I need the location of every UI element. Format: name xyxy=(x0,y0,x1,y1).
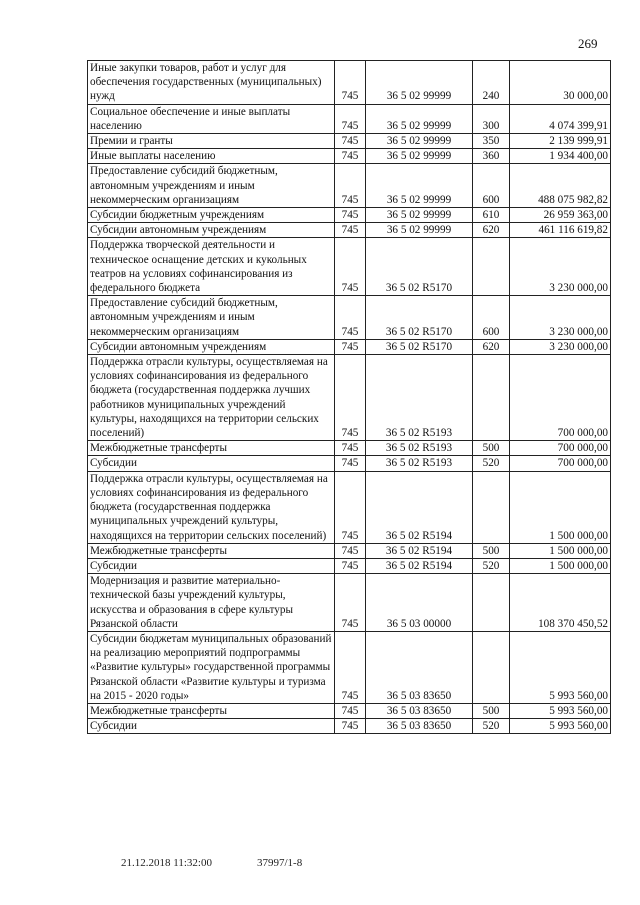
table-row xyxy=(88,543,611,558)
row-target-code: 36 5 02 R5170 xyxy=(366,339,473,354)
row-expense-type: 620 xyxy=(473,339,510,354)
row-amount: 1 500 000,00 xyxy=(510,543,611,558)
row-expense-type xyxy=(473,238,510,296)
row-target-code: 36 5 02 99999 xyxy=(366,134,473,149)
row-name: Поддержка творческой деятельности и техническое оснащение детских и кукольных театров на условиях софинансирования из федерального бюджета xyxy=(88,238,335,296)
row-ved-code: 745 xyxy=(335,719,366,734)
row-target-code: 36 5 02 R5170 xyxy=(366,238,473,296)
row-amount: 30 000,00 xyxy=(510,61,611,105)
row-ved-code: 745 xyxy=(335,149,366,164)
row-target-code: 36 5 02 99999 xyxy=(366,104,473,133)
row-amount: 5 993 560,00 xyxy=(510,703,611,718)
row-name: Субсидии автономным учреждениям xyxy=(88,223,335,238)
row-expense-type: 500 xyxy=(473,543,510,558)
row-expense-type xyxy=(473,631,510,703)
row-name: Субсидии бюджетам муниципальных образований на реализацию мероприятий подпрограммы «Развитие культуры» государственной программы Рязанской области «Развитие культуры и туризма на 2015 - 2020 годы» xyxy=(88,631,335,703)
row-amount: 461 116 619,82 xyxy=(510,223,611,238)
table-row xyxy=(88,558,611,573)
row-name: Предоставление субсидий бюджетным, автономным учреждениям и иным некоммерческим организациям xyxy=(88,164,335,208)
table-row xyxy=(88,456,611,471)
row-name: Иные выплаты населению xyxy=(88,149,335,164)
row-ved-code: 745 xyxy=(335,703,366,718)
row-expense-type: 300 xyxy=(473,104,510,133)
table-row xyxy=(88,223,611,238)
row-target-code: 36 5 02 R5194 xyxy=(366,471,473,543)
table-row xyxy=(88,296,611,340)
row-expense-type xyxy=(473,471,510,543)
row-amount: 1 934 400,00 xyxy=(510,149,611,164)
row-name: Предоставление субсидий бюджетным, автономным учреждениям и иным некоммерческим организациям xyxy=(88,296,335,340)
row-target-code: 36 5 02 99999 xyxy=(366,61,473,105)
row-name: Субсидии автономным учреждениям xyxy=(88,339,335,354)
row-target-code: 36 5 02 R5170 xyxy=(366,296,473,340)
row-target-code: 36 5 03 00000 xyxy=(366,574,473,632)
row-name: Межбюджетные трансферты xyxy=(88,703,335,718)
row-expense-type: 610 xyxy=(473,208,510,223)
row-ved-code: 745 xyxy=(335,471,366,543)
row-ved-code: 745 xyxy=(335,441,366,456)
row-ved-code: 745 xyxy=(335,134,366,149)
row-expense-type xyxy=(473,355,510,441)
row-target-code: 36 5 02 R5194 xyxy=(366,543,473,558)
row-target-code: 36 5 02 R5194 xyxy=(366,558,473,573)
row-ved-code: 745 xyxy=(335,164,366,208)
row-ved-code: 745 xyxy=(335,558,366,573)
row-amount: 5 993 560,00 xyxy=(510,719,611,734)
row-amount: 5 993 560,00 xyxy=(510,631,611,703)
table-row xyxy=(88,164,611,208)
row-target-code: 36 5 02 99999 xyxy=(366,149,473,164)
row-name: Субсидии бюджетным учреждениям xyxy=(88,208,335,223)
row-ved-code: 745 xyxy=(335,456,366,471)
row-name: Иные закупки товаров, работ и услуг для обеспечения государственных (муниципальных) нужд xyxy=(88,61,335,105)
row-expense-type: 240 xyxy=(473,61,510,105)
row-ved-code: 745 xyxy=(335,355,366,441)
row-expense-type: 600 xyxy=(473,164,510,208)
row-name: Субсидии xyxy=(88,719,335,734)
row-name: Поддержка отрасли культуры, осуществляемая на условиях софинансирования из федерального бюджета (государственная поддержка муниципальных учреждений культуры, находящихся на территории сельских поселений) xyxy=(88,471,335,543)
row-target-code: 36 5 03 83650 xyxy=(366,631,473,703)
row-amount: 4 074 399,91 xyxy=(510,104,611,133)
row-name: Поддержка отрасли культуры, осуществляемая на условиях софинансирования из федерального бюджета (государственная поддержка лучших работников муниципальных учреждений культуры, находящихся на территории сельских поселений) xyxy=(88,355,335,441)
row-target-code: 36 5 02 99999 xyxy=(366,208,473,223)
table-row xyxy=(88,61,611,105)
row-ved-code: 745 xyxy=(335,238,366,296)
row-name: Премии и гранты xyxy=(88,134,335,149)
row-amount: 700 000,00 xyxy=(510,441,611,456)
row-expense-type: 520 xyxy=(473,456,510,471)
row-name: Субсидии xyxy=(88,558,335,573)
row-expense-type: 360 xyxy=(473,149,510,164)
row-expense-type: 520 xyxy=(473,558,510,573)
row-amount: 700 000,00 xyxy=(510,456,611,471)
row-amount: 3 230 000,00 xyxy=(510,339,611,354)
row-ved-code: 745 xyxy=(335,574,366,632)
page-number: 269 xyxy=(578,36,598,51)
row-name: Межбюджетные трансферты xyxy=(88,441,335,456)
row-ved-code: 745 xyxy=(335,61,366,105)
row-target-code: 36 5 02 R5193 xyxy=(366,456,473,471)
table-row xyxy=(88,134,611,149)
row-amount: 3 230 000,00 xyxy=(510,296,611,340)
table-row xyxy=(88,441,611,456)
row-expense-type: 520 xyxy=(473,719,510,734)
row-target-code: 36 5 02 R5193 xyxy=(366,441,473,456)
row-ved-code: 745 xyxy=(335,543,366,558)
table-row xyxy=(88,149,611,164)
table-row xyxy=(88,631,611,703)
row-ved-code: 745 xyxy=(335,296,366,340)
row-expense-type: 500 xyxy=(473,441,510,456)
row-target-code: 36 5 03 83650 xyxy=(366,719,473,734)
row-target-code: 36 5 02 99999 xyxy=(366,223,473,238)
row-amount: 488 075 982,82 xyxy=(510,164,611,208)
footer-datetime: 21.12.2018 11:32:00 xyxy=(121,857,212,869)
row-ved-code: 745 xyxy=(335,631,366,703)
table-row xyxy=(88,238,611,296)
row-name: Модернизация и развитие материально-технической базы учреждений культуры, искусства и образования в сфере культуры Рязанской области xyxy=(88,574,335,632)
footer-doc-code: 37997/1-8 xyxy=(257,857,303,869)
row-target-code: 36 5 02 99999 xyxy=(366,164,473,208)
row-amount: 700 000,00 xyxy=(510,355,611,441)
row-amount: 2 139 999,91 xyxy=(510,134,611,149)
row-amount: 108 370 450,52 xyxy=(510,574,611,632)
table-row xyxy=(88,574,611,632)
table-row xyxy=(88,339,611,354)
table-row xyxy=(88,703,611,718)
row-name: Межбюджетные трансферты xyxy=(88,543,335,558)
row-expense-type: 620 xyxy=(473,223,510,238)
row-ved-code: 745 xyxy=(335,339,366,354)
row-name: Социальное обеспечение и иные выплаты населению xyxy=(88,104,335,133)
row-expense-type: 600 xyxy=(473,296,510,340)
row-target-code: 36 5 03 83650 xyxy=(366,703,473,718)
row-expense-type: 500 xyxy=(473,703,510,718)
budget-table xyxy=(87,60,611,734)
table-row xyxy=(88,355,611,441)
table-row xyxy=(88,719,611,734)
row-name: Субсидии xyxy=(88,456,335,471)
table-row xyxy=(88,104,611,133)
row-ved-code: 745 xyxy=(335,104,366,133)
row-amount: 26 959 363,00 xyxy=(510,208,611,223)
row-amount: 1 500 000,00 xyxy=(510,558,611,573)
table-row xyxy=(88,208,611,223)
row-amount: 1 500 000,00 xyxy=(510,471,611,543)
row-target-code: 36 5 02 R5193 xyxy=(366,355,473,441)
row-ved-code: 745 xyxy=(335,223,366,238)
row-amount: 3 230 000,00 xyxy=(510,238,611,296)
row-ved-code: 745 xyxy=(335,208,366,223)
row-expense-type: 350 xyxy=(473,134,510,149)
table-row xyxy=(88,471,611,543)
row-expense-type xyxy=(473,574,510,632)
